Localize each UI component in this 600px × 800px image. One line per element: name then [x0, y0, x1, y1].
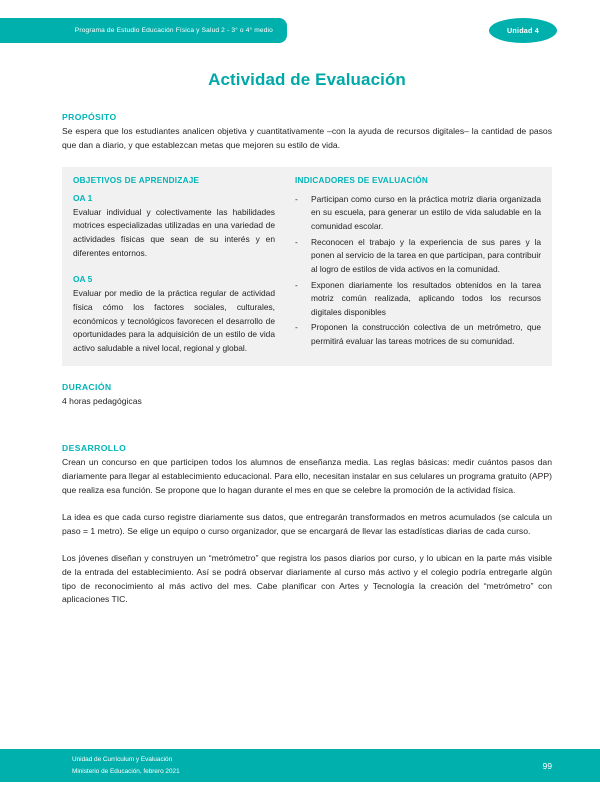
objectives-column-header: OBJETIVOS DE APRENDIZAJE	[73, 175, 200, 185]
page-header	[0, 0, 600, 56]
footer-line-2: Ministerio de Educación, febrero 2021	[72, 767, 180, 775]
indicators-column	[289, 176, 541, 355]
bullet-dash-icon: -	[295, 236, 298, 247]
desarrollo-paragraph: La idea es que cada curso registre diariamente sus datos, que entregarán transformados en metros acumulados (se calcula un paso = 1 metro). Se elige un equipo o curso organizador, que se encargará de llevar las estadísticas diarias de cada curso.	[62, 511, 552, 536]
page-title: Actividad de Evaluación	[208, 70, 406, 89]
objective-text: Evaluar por medio de la práctica regular de actividad física cómo los factores sociales, culturales, económicos y tecnológicos favorecen el desarrollo de oportunidades para la adquisición de un estilo de vida activo saludable a nivel local, regional y global.	[73, 288, 275, 353]
list-item	[295, 193, 541, 234]
list-item	[295, 236, 541, 277]
desarrollo-section	[62, 443, 552, 607]
list-item	[295, 321, 541, 348]
desarrollo-heading: DESARROLLO	[62, 443, 127, 454]
page-body	[0, 70, 600, 607]
program-banner	[0, 18, 287, 43]
duracion-section	[62, 382, 552, 409]
bullet-dash-icon: -	[295, 279, 298, 290]
objectives-column	[73, 176, 289, 355]
objective-entry	[73, 193, 275, 260]
objective-code: OA 5	[73, 274, 93, 285]
indicators-list	[295, 193, 541, 349]
objectives-indicators-panel	[62, 167, 552, 366]
indicator-text: Proponen la construcción colectiva de un metrómetro, que permitirá evaluar las tareas motrices de su comunidad.	[311, 322, 541, 346]
program-banner-label: Programa de Estudio Educación Física y Salud 2 - 3° o 4° medio	[74, 27, 273, 34]
unit-badge	[489, 18, 557, 43]
footer-organization	[72, 754, 180, 776]
indicators-column-header: INDICADORES DE EVALUACIÓN	[295, 175, 429, 185]
duracion-heading: DURACIÓN	[62, 382, 112, 393]
desarrollo-paragraph: Crean un concurso en que participen todos los alumnos de enseñanza media. Las reglas básicas: medir cuántos pasos dan diariamente para llegar al establecimiento educacional. Para ello, necesitan instalar en sus celulares un programa gratuito (APP) que realiza esa función. Se propone que lo hagan durante el mes en que se celebre la promoción de la actividad física.	[62, 457, 552, 495]
indicator-text: Reconocen el trabajo y la experiencia de sus pares y la ponen al servicio de la tarea en que participan, para contribuir al logro de estilos de vida activos en la comunidad.	[311, 236, 541, 274]
indicator-text: Exponen diariamente los resultados obtenidos en la tarea motriz común realizada, aplicando todos los recursos digitales disponibles	[311, 279, 541, 317]
bullet-dash-icon: -	[295, 322, 298, 333]
footer-line-1: Unidad de Currículum y Evaluación	[72, 756, 173, 764]
list-item	[295, 279, 541, 320]
proposito-heading: PROPÓSITO	[62, 112, 117, 122]
page-number: 99	[542, 760, 552, 771]
objective-code: OA 1	[73, 192, 93, 203]
objective-entry	[73, 274, 275, 355]
objective-text: Evaluar individual y colectivamente las habilidades motrices especializadas utilizadas en una variedad de actividades físicas que sean de su interés y en diferentes entornos.	[73, 206, 275, 258]
page-footer	[0, 749, 600, 782]
bullet-dash-icon: -	[295, 193, 298, 204]
proposito-section	[62, 112, 552, 153]
duracion-value: 4 horas pedagógicas	[62, 396, 142, 407]
unit-badge-label: Unidad 4	[507, 26, 539, 35]
desarrollo-paragraph: Los jóvenes diseñan y construyen un “metrómetro” que registra los pasos diarios por curso, y lo ubican en la parte más visible de la entrada del establecimiento. Así se podrá observar diariamente al curso más activo y el colegio podría entregarle algún tipo de reconocimiento al más activo del mes. Cabe planificar con Artes y Tecnología la creación del “metrómetro” con aplicaciones TIC.	[62, 552, 552, 605]
proposito-text: Se espera que los estudiantes analicen objetiva y cuantitativamente –con la ayuda de recursos digitales– la cantidad de pasos que dan a diario, y que establezcan metas que mejoren su estilo de vida.	[62, 126, 552, 150]
indicator-text: Participan como curso en la práctica motriz diaria organizada en su escuela, para generar un estilo de vida saludable en la comunidad escolar.	[311, 193, 541, 232]
